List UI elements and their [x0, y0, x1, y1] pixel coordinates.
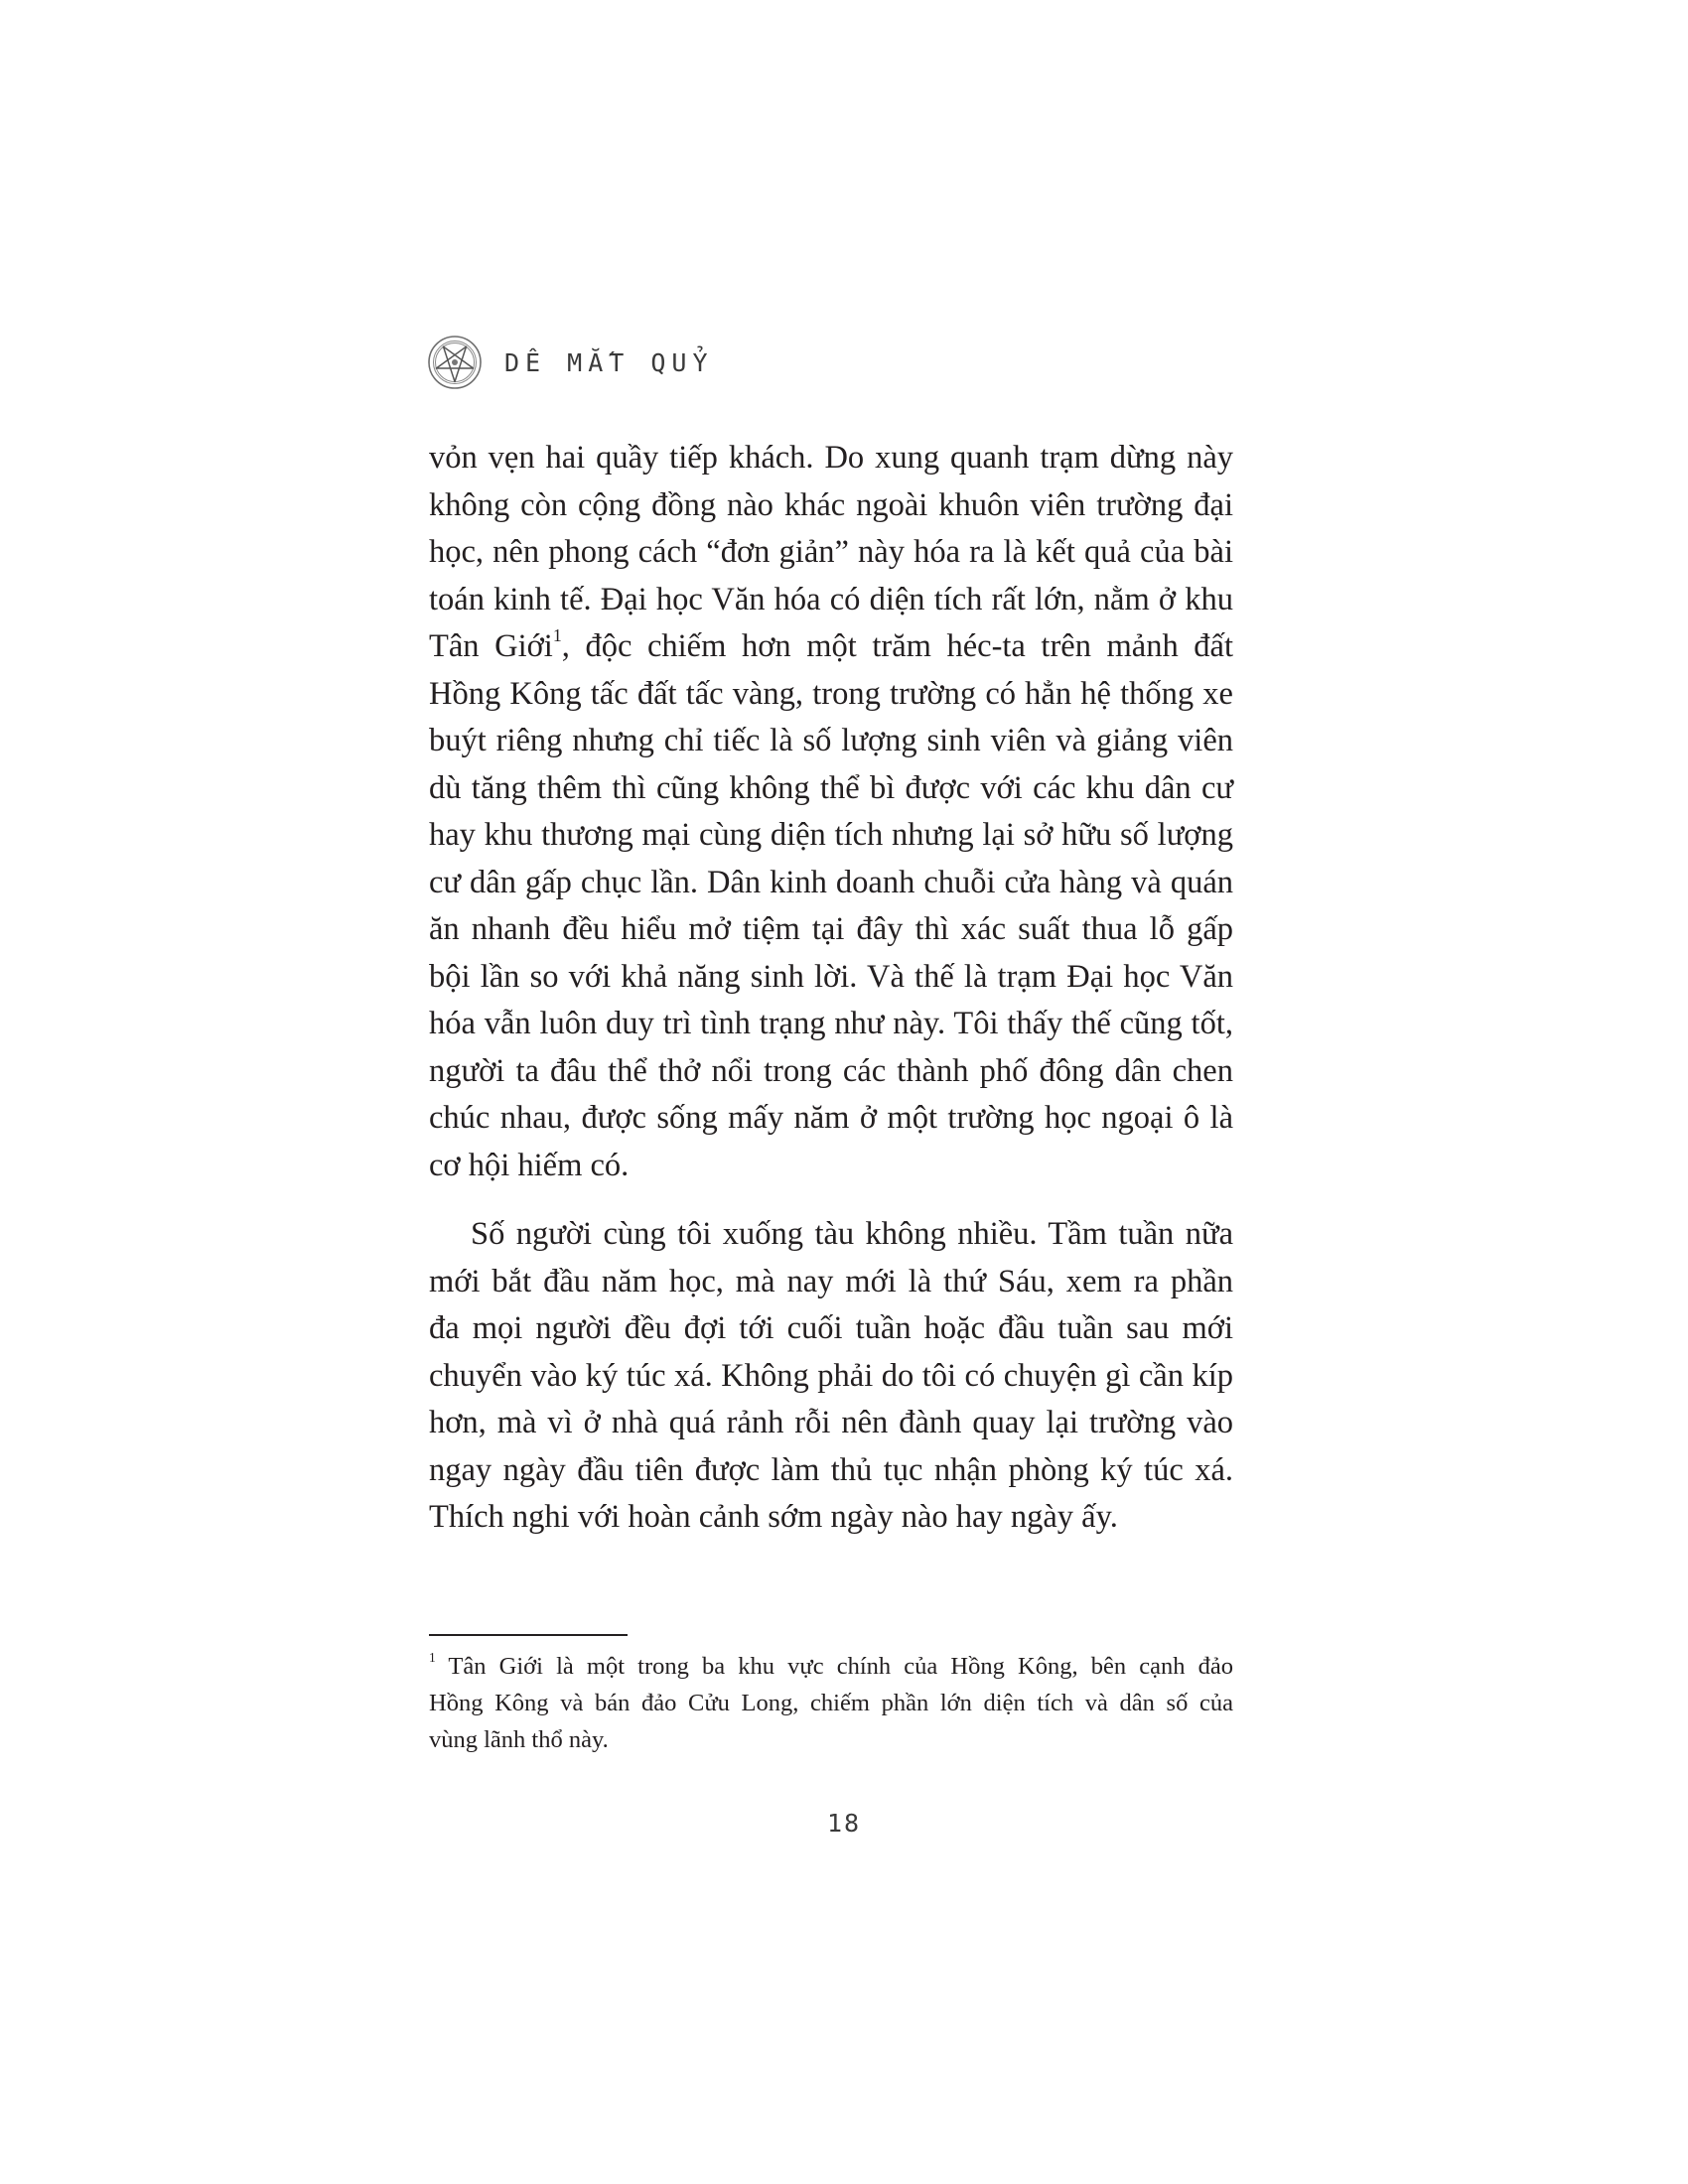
paragraph	[429, 435, 1233, 1189]
text-line: buýt riêng nhưng chỉ tiếc là số lượng sinh viên và giảng viên	[429, 723, 1233, 758]
footnote-divider	[429, 1634, 628, 1636]
text-line: Hồng Kông tấc đất tấc vàng, trong trường có hẳn hệ thống xe	[429, 675, 1233, 712]
footnote-line	[429, 1648, 1233, 1685]
text-line: chuyển vào ký túc xá. Không phải do tôi có chuyện gì cần kíp	[429, 1357, 1233, 1394]
footnote-text: Tân Giới là một trong ba khu vực chính của Hồng Kông, bên cạnh đảo	[435, 1653, 1233, 1680]
pentagram-circle-icon	[427, 335, 483, 390]
text-line: hơn, mà vì ở nhà quá rảnh rỗi nên đành quay lại trường vào	[429, 1405, 1233, 1440]
footnote-reference[interactable]: 1	[552, 624, 562, 645]
text-line: hay khu thương mại cùng diện tích nhưng lại sở hữu số lượng	[429, 817, 1233, 853]
text-line: ăn nhanh đều hiểu mở tiệm tại đây thì xác suất thua lỗ gấp	[429, 911, 1233, 947]
body-text	[429, 435, 1233, 1542]
text-line: không còn cộng đồng nào khác ngoài khuôn viên trường đại	[429, 486, 1233, 523]
footnote-line: Hồng Kông và bán đảo Cửu Long, chiếm phần lớn diện tích và dân số của	[429, 1690, 1233, 1716]
text-line: mới bắt đầu năm học, mà nay mới là thứ Sáu, xem ra phần	[429, 1263, 1233, 1299]
footnote	[429, 1648, 1233, 1758]
footnote-anchor-text: Tân Giới	[429, 628, 553, 664]
running-header	[427, 333, 714, 392]
text-line-continuation: , độc chiếm hơn một trăm héc-ta trên mảnh đất	[561, 628, 1234, 664]
text-line: người ta đâu thể thở nổi trong các thành phố đông dân chen	[429, 1052, 1233, 1089]
text-line: bội lần so với khả năng sinh lời. Và thế là trạm Đại học Văn	[429, 958, 1233, 995]
text-line: hóa vẫn luôn duy trì tình trạng như này. Tôi thấy thế cũng tốt,	[429, 1006, 1233, 1041]
text-line: Thích nghi với hoàn cảnh sớm ngày nào hay ngày ấy.	[429, 1499, 1118, 1535]
text-line: Số người cùng tôi xuống tàu không nhiều. Tầm tuần nữa	[471, 1216, 1233, 1252]
text-line: học, nên phong cách “đơn giản” này hóa ra là kết quả của bài	[429, 534, 1233, 570]
text-line: dù tăng thêm thì cũng không thể bì được với các khu dân cư	[429, 769, 1233, 806]
footnote-marker: 1	[429, 1650, 436, 1666]
text-line: đa mọi người đều đợi tới cuối tuần hoặc đầu tuần sau mới	[429, 1310, 1233, 1346]
text-line: vỏn vẹn hai quầy tiếp khách. Do xung quanh trạm dừng này	[429, 440, 1233, 476]
text-line: cơ hội hiếm có.	[429, 1147, 630, 1183]
text-line: toán kinh tế. Đại học Văn hóa có diện tích rất lớn, nằm ở khu	[429, 581, 1233, 617]
paragraph	[429, 1211, 1233, 1542]
text-line: ngay ngày đầu tiên được làm thủ tục nhận phòng ký túc xá.	[429, 1451, 1233, 1488]
footnote-line: vùng lãnh thổ này.	[429, 1726, 609, 1753]
text-line: cư dân gấp chục lần. Dân kinh doanh chuỗi cửa hàng và quán	[429, 864, 1233, 900]
book-title: DÊ MẮT QUỶ	[504, 347, 714, 377]
text-line	[429, 623, 1233, 671]
page-number: 18	[826, 1809, 862, 1838]
text-line: chúc nhau, được sống mấy năm ở một trường học ngoại ô là	[429, 1100, 1233, 1136]
